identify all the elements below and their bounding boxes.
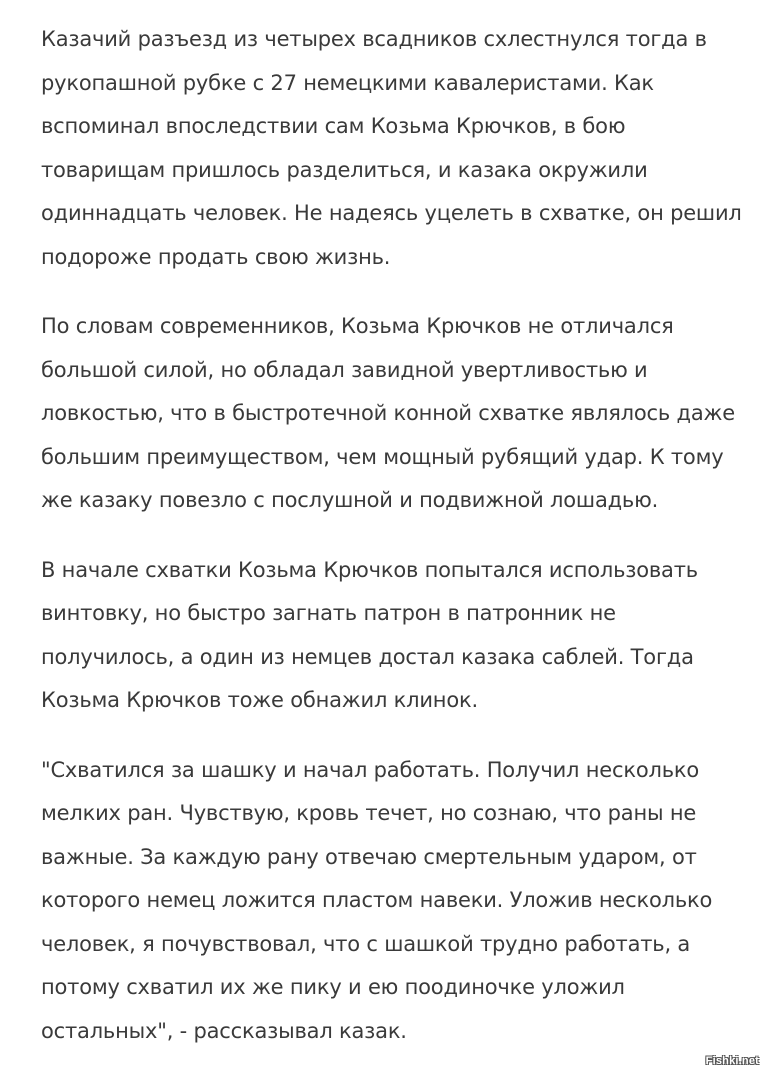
text-line: ловкостью, что в быстротечной конной схватке являлось даже: [41, 401, 735, 425]
text-line: винтовку, но быстро загнать патрон в патронник не: [41, 601, 616, 625]
text-line: остальных", - рассказывал казак.: [41, 1018, 407, 1043]
article-body: [41, 18, 756, 1079]
paragraph-1: [41, 18, 756, 279]
text-line: большим преимуществом, чем мощный рубящий удар. К тому: [41, 444, 724, 469]
text-line: важные. За каждую рану отвечаю смертельным ударом, от: [41, 844, 697, 869]
text-line: "Схватился за шашку и начал работать. Получил несколько: [41, 757, 700, 782]
text-line: получилось, а один из немцев достал казака саблей. Тогда: [41, 644, 694, 669]
text-line: одиннадцать человек. Не надеясь уцелеть в схватке, он решил: [41, 201, 742, 225]
fishki-watermark: Fishki.net: [705, 1055, 759, 1067]
text-line: мелких ран. Чувствую, кровь течет, но сознаю, что раны не: [41, 801, 697, 825]
text-line: человек, я почувствовал, что с шашкой трудно работать, а: [41, 931, 691, 956]
paragraph-4-quote: [41, 749, 756, 1054]
text-line: которого немец ложится пластом навеки. Уложив несколько: [41, 888, 713, 912]
paragraph-3: [41, 549, 756, 723]
text-line: товарищам пришлось разделиться, и казака окружили: [41, 157, 648, 182]
text-line: В начале схватки Козьма Крючков попытался использовать: [41, 557, 698, 582]
text-line: большой силой, но обладал завидной увертливостью и: [41, 357, 648, 382]
text-line: Казачий разъезд из четырех всадников схлестнулся тогда в: [41, 27, 707, 51]
text-line: же казаку повезло с послушной и подвижной лошадью.: [41, 488, 659, 512]
text-line: вспоминал впоследствии сам Козьма Крючков, в бою: [41, 114, 626, 138]
text-line: потому схватил их же пику и ею поодиночке уложил: [41, 975, 625, 999]
text-line: рукопашной рубке с 27 немецкими кавалеристами. Как: [41, 70, 654, 95]
text-line: подороже продать свою жизнь.: [41, 244, 391, 269]
text-line: Козьма Крючков тоже обнажил клинок.: [41, 688, 478, 712]
paragraph-2: [41, 305, 756, 523]
text-line: По словам современников, Козьма Крючков не отличался: [41, 314, 674, 338]
